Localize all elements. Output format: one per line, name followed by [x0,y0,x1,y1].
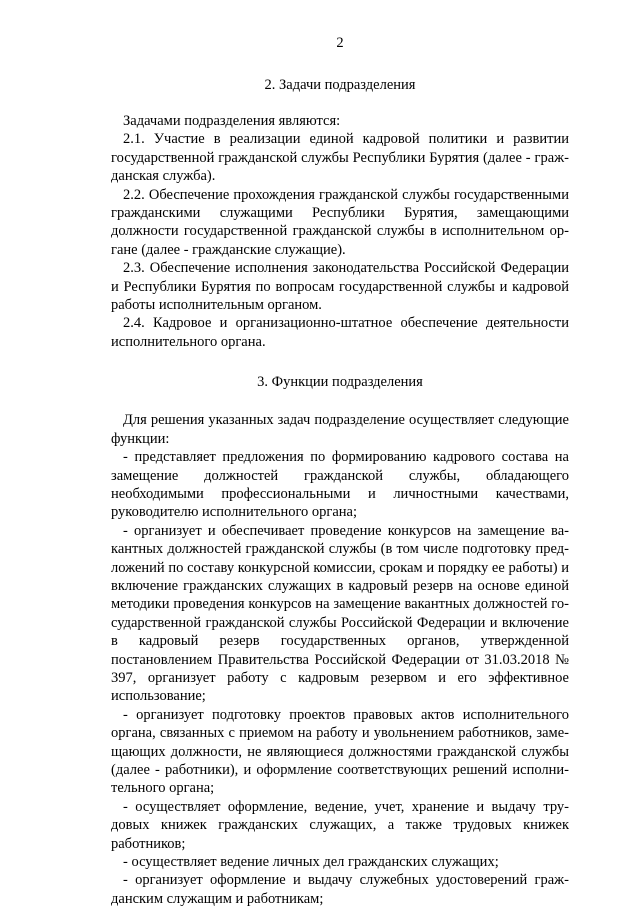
section-3-body [111,411,569,908]
section-2-heading: 2. Задачи подразделения [264,77,416,93]
paragraph: 2.1. Участие в реализации единой кадровой политики и развитии государственной гражданской службы Республики Бурятия (далее - гражданская служба). [111,131,569,185]
paragraph: - осуществляет ведение личных дел гражданских служащих; [123,854,499,871]
section-2-body [111,112,569,351]
paragraph: - представляет предложения по формированию кадрового состава на замещение должностей гражданской службы, обладающего необходимыми профессиональными и личностными качествами, руководителю исполнительного органа; [111,449,569,521]
paragraph: 2.2. Обеспечение прохождения гражданской службы государственными гражданскими служащими Республики Бурятия, замещающими должности государственной гражданской службы в исполнительном органе (далее - гражданские служащие). [111,186,569,258]
section-3-heading: 3. Функции подразделения [257,374,423,391]
paragraph: 2.4. Кадровое и организационно-штатное обеспечение деятельности исполнительного органа. [111,315,569,350]
document-page [111,34,569,908]
paragraph: 2.3. Обеспечение исполнения законодательства Российской Федерации и Республики Бурятия по вопросам государственной службы и кадровой работы исполнительным органом. [111,260,569,314]
paragraph: - осуществляет оформление, ведение, учет, хранение и выдачу трудовых книжек гражданских служащих, а также трудовых книжек работников; [111,798,569,852]
paragraph: - организует и обеспечивает проведение конкурсов на замещение вакантных должностей гражданской службы (в том числе подготовку предложений по составу конкурсной комиссии, срокам и порядку ее работы) и включение гражданских служащих в кадровый резерв на основе единой методики проведения конкурсов на замещение вакантных должностей государственной гражданской службы Российской Федерации и включение в кадровый резерв государственных органов, утвержденной постановлением Правительства Российской Федерации от 31.03.2018 № 397, организует работу с кадровым резервом и его эффективное использование; [111,522,569,705]
paragraph: - организует оформление и выдачу служебных удостоверений гражданским служащим и работникам; [111,872,569,907]
paragraph: - организует подготовку проектов правовых актов исполнительного органа, связанных с приемом на работу и увольнением работников, замещающих должности, не являющиеся должностями гражданской службы (далее - работники), и оформление соответствующих решений исполнительного органа; [111,706,569,797]
paragraph: Для решения указанных задач подразделение осуществляет следующие функции: [111,412,569,447]
paragraph: Задачами подразделения являются: [123,113,341,129]
page-number: 2 [336,35,344,51]
